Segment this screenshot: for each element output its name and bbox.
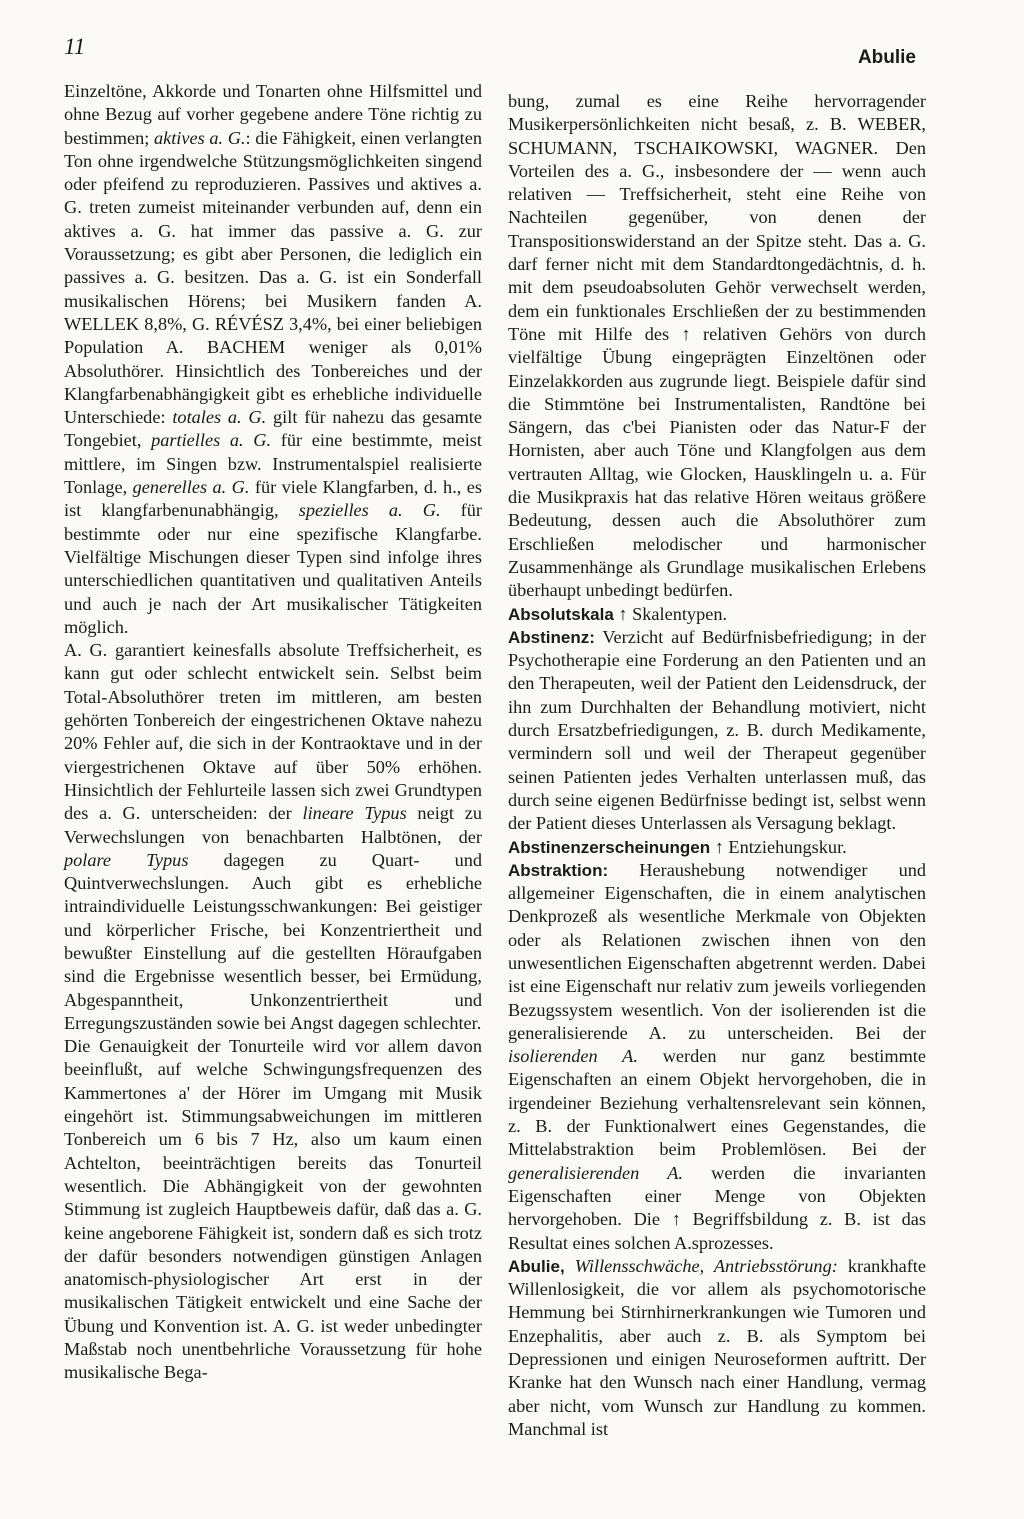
entry-abstraktion: Abstraktion: Heraushebung notwendiger und allgemeiner Eigenschaften, die in einem analytischen Denkprozeß als wesentliche Merkmale von Objekten oder als Relationen zwischen ihnen von den unwesentlichen Eigenschaften abgetrennt werden. Dabei ist eine Eigenschaft nur relativ zum jeweils vorliegenden Bezugssystem wesentlich. Von der isolierenden ist die generalisierende A. zu unterscheiden. Bei der isolierenden A. werden nur ganz bestimmte Eigenschaften an einem Objekt hervorgehoben, die in irgendeiner Beziehung verhaltensrelevant sein können, z. B. der Funktionalwert eines Gegenstandes, die Mittelabstraktion beim Problemlösen. Bei der generalisierenden A. werden die invarianten Eigenschaften einer Menge von Objekten hervorgehoben. Die ↑ Begriffsbildung z. B. ist das Resultat eines solchen A.sprozesses. <box>508 859 927 1253</box>
italic-term: lineare Typus <box>302 803 407 824</box>
entry-abstinenz: Abstinenz: Verzicht auf Bedürfnisbefriedigung; in der Psychotherapie eine Forderung an den Patienten und an den Therapeuten, weil der Patient den Leidensdruck, der ihn zum Durchhalten der Behandlung motiviert, nicht durch Ersatzbefriedigungen, z. B. durch Medikamente, vermindern soll und weil der Therapeut gegenüber seinen Patienten jedes Verhalten unterlassen muß, das durch seine eigenen Bedürfnisse bedingt ist, selbst wenn der Patient dieses Unterlassen als Versagung beklagt. <box>508 626 926 834</box>
italic-term: polare Typus <box>64 849 189 870</box>
entry-absolutskala: Absolutskala ↑ Skalentypen. <box>508 603 728 624</box>
paragraph: Einzeltöne, Akkorde und Tonarten ohne Hilfsmittel und ohne Bezug auf vorher gegebene andere Töne richtig zu bestimmen; aktives a. G.: die Fähigkeit, einen verlangten Ton ohne irgendwelche Stützungsmöglichkeiten singend oder pfeifend zu reproduzieren. Passives und aktives a. G. treten zumeist miteinander verbunden auf, denn ein aktives a. G. hat immer das passive a. G. zur Voraussetzung; es gibt aber Personen, die lediglich ein passives a. G. besitzen. Das a. G. ist ein Sonderfall musikalischen Hörens; bei Musikern fanden A. WELLEK 8,8%, G. RÉVÉSZ 3,4%, bei einer beliebigen Population A. BACHEM weniger als 0,01% Absoluthörer. Hinsichtlich des Tonbereiches und der Klangfarbenabhängigkeit gibt es erhebliche individuelle Unterschiede: totales a. G. gilt für nahezu das gesamte Tongebiet, partielles a. G. für eine bestimmte, meist mittlere, im Singen bzw. Instrumentalspiel realisierte Tonlage, generelles a. G. für viele Klangfarben, d. h., es ist klangfarbenunabhängig, spezielles a. G. für bestimmte oder nur eine spezifische Klangfarbe. Vielfältige Mischungen dieser Typen sind infolge ihres unterschiedlichen quantitativen und qualitativen Anteils und auch je nach der Art musikalischer Tätigkeiten möglich. <box>64 81 483 637</box>
italic-term: isolierenden A. <box>508 1046 638 1067</box>
italic-term: generelles a. G. <box>132 477 250 498</box>
paragraph: bung, zumal es eine Reihe hervorragender Musikerpersönlichkeiten nicht besaß, z. B. WEBER, SCHUMANN, TSCHAIKOWSKI, WAGNER. Den Vorteilen des a. G., insbesondere der — wenn auch relativen — Treffsicherheit, steht eine Reihe von Nachteilen gegenüber, von denen der Transpositionswiderstand an der Spitze steht. Das a. G. darf ferner nicht mit dem Standardtongedächtnis, d. h. mit dem pseudoabsoluten Gehör verwechselt werden, dem ein funktionales Erschließen der zu bestimmenden Töne mit Hilfe des ↑ relativen Gehörs von durch vielfältige Übung eingeprägten Einzeltönen oder Einzelakkorden aus zugrunde liegt. Beispiele dafür sind die Stimmtöne bei Instrumentalisten, Randtöne bei Sängern, das c'bei Pianisten oder das Natur-F der Hornisten, aber auch Töne und Klangfolgen aus dem vertrauten Alltag, wie Glocken, Hausklingeln u. a. Für die Musikpraxis hat das relative Hören weitaus größere Bedeutung, dessen auch die Absoluthörer zum Erschließen melodischer und harmonischer Zusammenhänge als Grundlage musikalischen Erlebens überhaupt unbedingt bedürfen. <box>508 91 926 601</box>
page-number: 11 <box>64 34 86 59</box>
paragraph: A. G. garantiert keinesfalls absolute Treffsicherheit, es kann gut oder schlecht entwickelt sein. Selbst beim Total-Absoluthörer treten im mittleren, am besten gehörten Tonbereich der eingestrichenen Oktave nahezu 20% Fehler auf, die sich in der Kontraoktave und in der viergestrichenen Oktave auf über 50% erhöhen. Hinsichtlich der Fehlurteile lassen sich zwei Grundtypen des a. G. unterscheiden: der lineare Typus neigt zu Verwechslungen von benachbarten Halbtönen, der polare Typus dagegen zu Quart- und Quintverwechslungen. Auch gibt es erhebliche intraindividuelle Leistungsschwankungen: Bei geistiger und körperlicher Frische, bei Konzentriertheit und bewußter Einstellung auf die gestellten Höraufgaben sind die Ergebnisse wesentlich besser, bei Ermüdung, Abgespanntheit, Unkonzentriertheit und Erregungszuständen sowie bei Angst dagegen schlechter. <box>64 640 482 1033</box>
italic-term: generalisierenden A. <box>508 1162 683 1183</box>
italic-term: spezielles a. G. <box>298 500 441 521</box>
italic-term: totales a. G. <box>172 407 267 428</box>
entry-term: Abstraktion: <box>508 860 609 880</box>
italic-term: aktives a. G. <box>153 127 246 148</box>
entry-term: Absolutskala <box>508 604 614 624</box>
left-column <box>64 80 482 1385</box>
italic-term: Willensschwäche, Antriebsstörung: <box>564 1255 838 1276</box>
entry-abulie: Abulie, Willensschwäche, Antriebsstörung: krankhafte Willenlosigkeit, die vor allem als psychomotorische Hemmung bei Stirnhirnerkrankungen wie Tumoren und Enzephalitis, aber auch z. B. als Symptom bei Depressionen und einigen Neuroseformen auftritt. Der Kranke hat den Wunsch nach einer Handlung, vermag aber nicht, vom Wunsch zur Handlung zu kommen. Manchmal ist <box>508 1255 926 1439</box>
entry-abstinenzerscheinungen: Abstinenzerscheinungen ↑ Entziehungskur. <box>508 836 847 857</box>
running-head: Abulie <box>857 47 916 68</box>
entry-term: Abstinenz: <box>508 627 595 647</box>
entry-term: Abulie, <box>508 1256 565 1276</box>
right-column <box>508 90 926 1441</box>
italic-term: partielles a. G. <box>151 430 272 451</box>
paragraph: Die Genauigkeit der Tonurteile wird vor allem davon beeinflußt, auf welche Schwingungsfrequenzen des Kammertones a' der Hörer im Umgang mit Musik eingehört ist. Stimmungsabweichungen im mittleren Tonbereich um 6 bis 7 Hz, also um kaum einen Achtelton, beeinträchtigen bereits das Tonurteil wesentlich. Die Abhängigkeit von der gewohnten Stimmung ist zugleich Hauptbeweis dafür, daß das a. G. keine angeborene Fähigkeit ist, sondern daß es sich trotz der dafür besonders notwendigen günstigen Anlagen anatomisch-physiologischer Art erst in der musikalischen Tätigkeit entwickelt und eine Sache der Übung und Konvention ist. A. G. ist weder unbedingter Maßstab noch unentbehrliche Voraussetzung für hohe musikalische Bega- <box>64 1036 482 1383</box>
entry-term: Abstinenzerscheinungen <box>508 837 711 857</box>
